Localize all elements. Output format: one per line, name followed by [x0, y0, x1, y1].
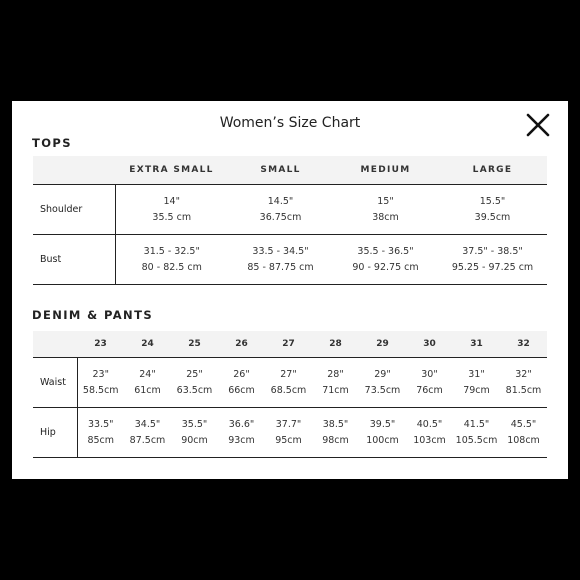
inches-value: 36.6": [228, 418, 255, 430]
denim-row: [33, 408, 547, 458]
inches-value: 31.5 - 32.5": [143, 245, 200, 257]
tops-column-header: LARGE: [438, 156, 547, 185]
denim-column-header: 26: [218, 331, 265, 358]
inches-value: 14": [163, 195, 180, 207]
cm-value: 93cm: [228, 434, 255, 446]
cm-value: 39.5cm: [474, 211, 511, 223]
tops-row-label: Bust: [33, 235, 115, 285]
cm-value: 103cm: [413, 434, 446, 446]
cm-value: 38cm: [372, 211, 399, 223]
cm-value: 87.5cm: [129, 434, 166, 446]
cm-value: 98cm: [322, 434, 349, 446]
cm-value: 90 - 92.75 cm: [352, 261, 419, 273]
denim-column-header: 25: [171, 331, 218, 358]
tops-cell: [228, 185, 333, 235]
denim-cell: [500, 408, 547, 458]
denim-column-header: 23: [77, 331, 124, 358]
inches-value: 14.5": [267, 195, 294, 207]
tops-cell: [438, 235, 547, 285]
tops-cell: [115, 235, 228, 285]
inches-value: 34.5": [134, 418, 161, 430]
denim-header-row: [33, 331, 547, 358]
cm-value: 36.75cm: [259, 211, 302, 223]
denim-column-header: 24: [124, 331, 171, 358]
inches-value: 25": [186, 368, 203, 380]
cm-value: 73.5cm: [364, 384, 401, 396]
tops-header-row: [33, 156, 547, 185]
inches-value: 31": [468, 368, 485, 380]
denim-column-header: 31: [453, 331, 500, 358]
denim-cell: [312, 358, 359, 408]
cm-value: 95cm: [275, 434, 302, 446]
inches-value: 35.5": [181, 418, 208, 430]
inches-value: 39.5": [369, 418, 396, 430]
tops-cell: [228, 235, 333, 285]
tops-cell: [438, 185, 547, 235]
tops-column-header: EXTRA SMALL: [115, 156, 228, 185]
tops-row-label: Shoulder: [33, 185, 115, 235]
inches-value: 28": [327, 368, 344, 380]
cm-value: 105.5cm: [455, 434, 498, 446]
denim-cell: [218, 358, 265, 408]
inches-value: 33.5": [87, 418, 114, 430]
denim-cell: [453, 358, 500, 408]
denim-header-empty: [33, 331, 77, 358]
cm-value: 76cm: [416, 384, 443, 396]
inches-value: 37.5" - 38.5": [462, 245, 523, 257]
inches-value: 23": [92, 368, 109, 380]
denim-cell: [265, 408, 312, 458]
tops-row: [33, 185, 547, 235]
tops-row: [33, 235, 547, 285]
denim-column-header: 27: [265, 331, 312, 358]
denim-cell: [124, 358, 171, 408]
cm-value: 66cm: [228, 384, 255, 396]
denim-column-header: 29: [359, 331, 406, 358]
denim-cell: [218, 408, 265, 458]
denim-cell: [77, 408, 124, 458]
close-icon: [526, 113, 550, 137]
inches-value: 32": [515, 368, 532, 380]
cm-value: 35.5 cm: [152, 211, 192, 223]
inches-value: 41.5": [463, 418, 490, 430]
denim-row-label: Hip: [33, 408, 77, 458]
close-button[interactable]: [526, 113, 550, 137]
denim-cell: [500, 358, 547, 408]
tops-cell: [333, 185, 438, 235]
denim-cell: [171, 408, 218, 458]
tops-cell: [115, 185, 228, 235]
cm-value: 71cm: [322, 384, 349, 396]
tops-section-label: TOPS: [32, 136, 72, 150]
denim-row-label: Waist: [33, 358, 77, 408]
inches-value: 26": [233, 368, 250, 380]
tops-column-header: SMALL: [228, 156, 333, 185]
denim-column-header: 32: [500, 331, 547, 358]
denim-column-header: 28: [312, 331, 359, 358]
inches-value: 38.5": [322, 418, 349, 430]
inches-value: 29": [374, 368, 391, 380]
inches-value: 35.5 - 36.5": [357, 245, 414, 257]
cm-value: 68.5cm: [270, 384, 307, 396]
tops-cell: [333, 235, 438, 285]
cm-value: 61cm: [134, 384, 161, 396]
denim-cell: [124, 408, 171, 458]
cm-value: 95.25 - 97.25 cm: [451, 261, 534, 273]
denim-cell: [453, 408, 500, 458]
denim-cell: [312, 408, 359, 458]
tops-table: [33, 156, 547, 285]
denim-cell: [359, 358, 406, 408]
inches-value: 15.5": [479, 195, 506, 207]
modal-title: Women’s Size Chart: [219, 115, 361, 131]
cm-value: 85 - 87.75 cm: [247, 261, 314, 273]
cm-value: 85cm: [87, 434, 115, 446]
inches-value: 45.5": [510, 418, 537, 430]
denim-cell: [406, 408, 453, 458]
inches-value: 27": [280, 368, 297, 380]
cm-value: 108cm: [507, 434, 540, 446]
cm-value: 90cm: [181, 434, 208, 446]
cm-value: 81.5cm: [505, 384, 542, 396]
denim-cell: [171, 358, 218, 408]
inches-value: 40.5": [416, 418, 443, 430]
inches-value: 15": [377, 195, 394, 207]
tops-header-empty: [33, 156, 115, 185]
tops-column-header: MEDIUM: [333, 156, 438, 185]
denim-row: [33, 358, 547, 408]
cm-value: 79cm: [463, 384, 490, 396]
inches-value: 30": [421, 368, 438, 380]
inches-value: 33.5 - 34.5": [252, 245, 309, 257]
denim-column-header: 30: [406, 331, 453, 358]
cm-value: 63.5cm: [176, 384, 213, 396]
denim-section-label: DENIM & PANTS: [32, 308, 154, 322]
size-chart-modal: [12, 101, 568, 479]
denim-table: [33, 331, 547, 458]
cm-value: 100cm: [366, 434, 399, 446]
inches-value: 37.7": [275, 418, 302, 430]
denim-cell: [77, 358, 124, 408]
inches-value: 24": [139, 368, 156, 380]
cm-value: 80 - 82.5 cm: [141, 261, 202, 273]
denim-cell: [265, 358, 312, 408]
cm-value: 58.5cm: [82, 384, 119, 396]
denim-cell: [406, 358, 453, 408]
denim-cell: [359, 408, 406, 458]
